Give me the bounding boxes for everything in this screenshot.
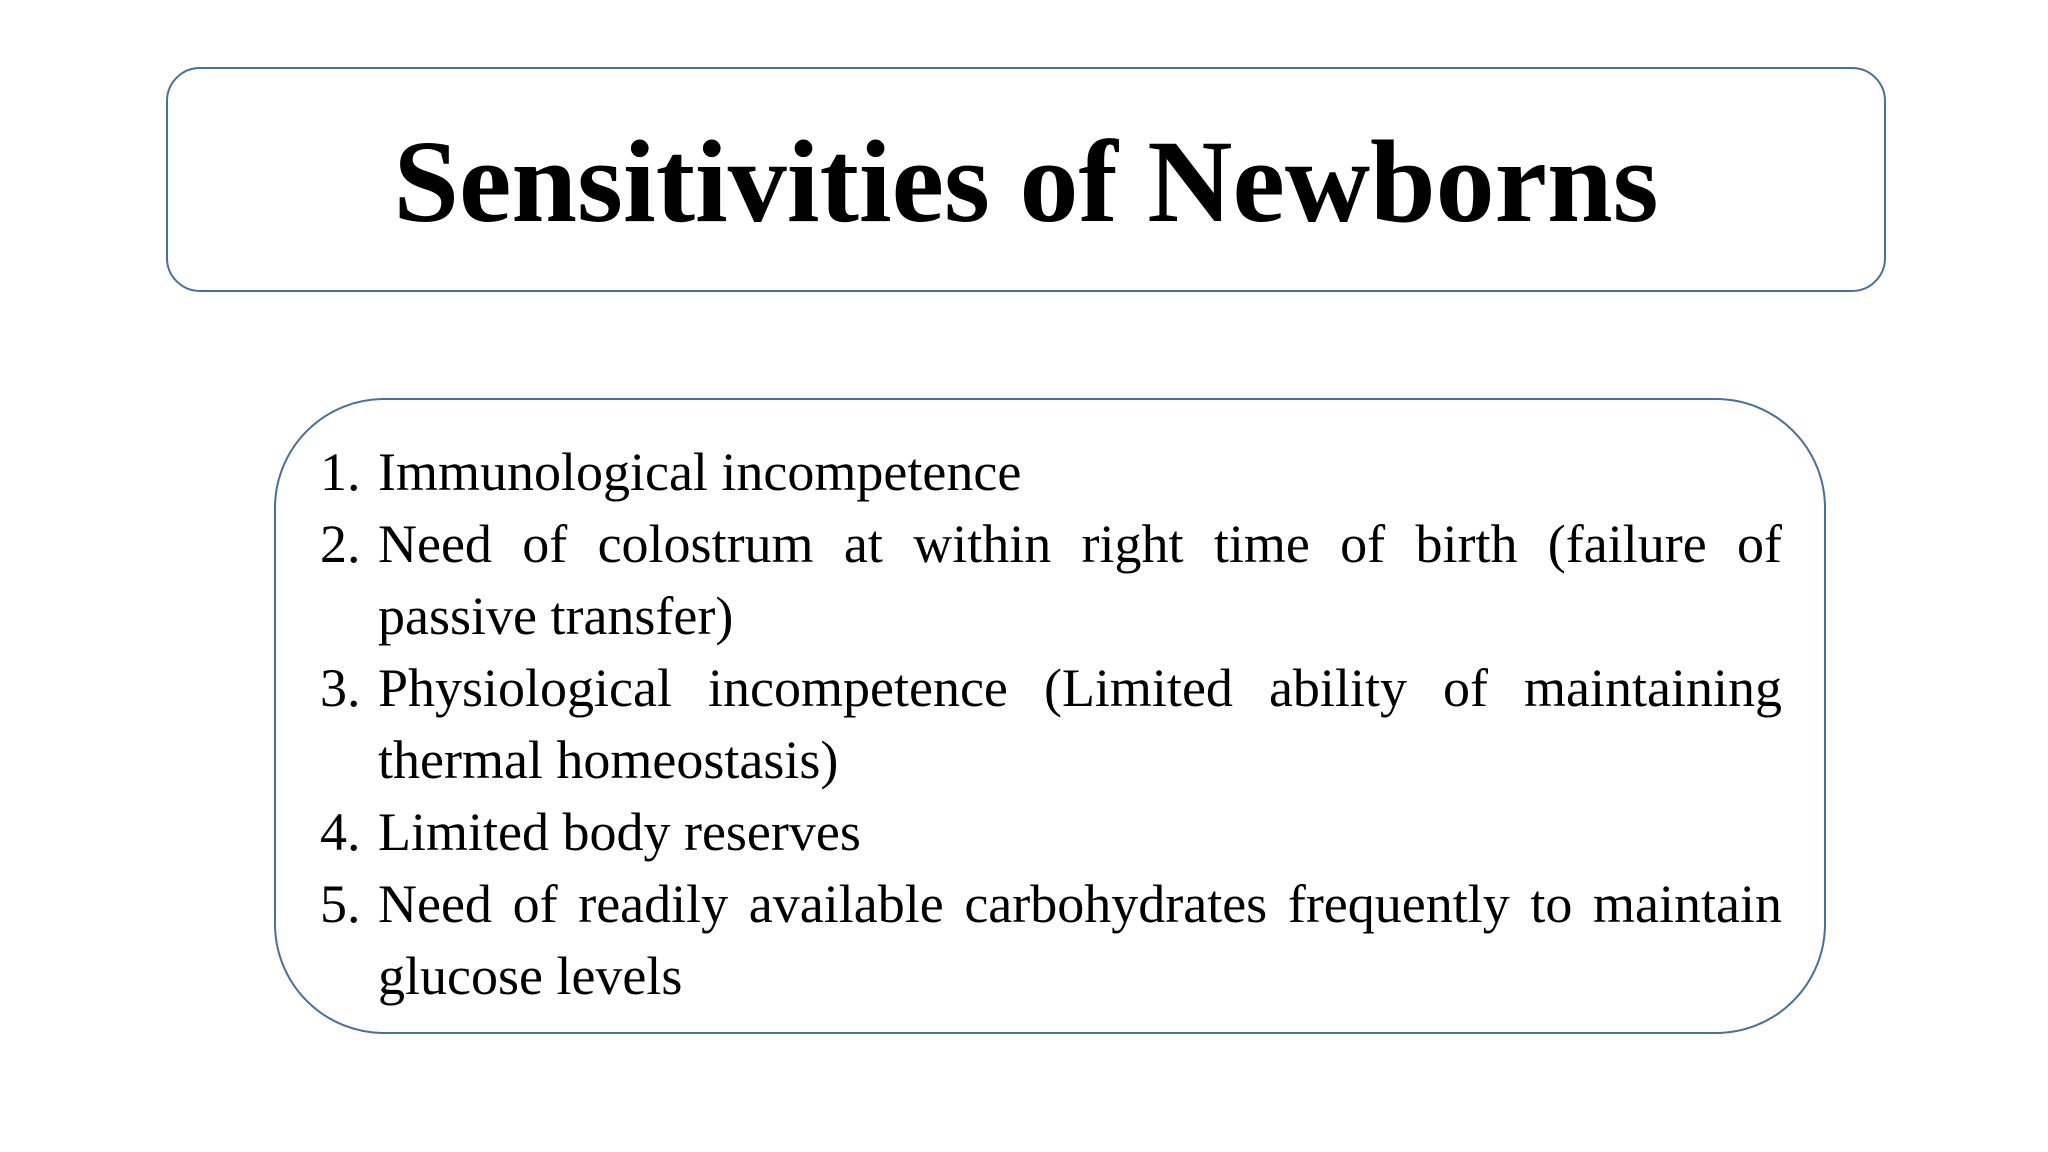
list-item bbox=[320, 868, 1782, 1012]
list-item-number: 4. bbox=[320, 802, 361, 862]
list-item-text: Physiological incompetence (Limited ability of maintaining thermal homeostasis) bbox=[378, 658, 1782, 790]
numbered-list bbox=[320, 436, 1782, 1012]
list-item-number: 2. bbox=[320, 514, 361, 574]
list-item-text: Need of readily available carbohydrates frequently to maintain glucose levels bbox=[378, 874, 1782, 1006]
list-item bbox=[320, 508, 1782, 652]
list-item-number: 1. bbox=[320, 442, 361, 502]
list-item bbox=[320, 436, 1782, 508]
slide-title: Sensitivities of Newborns bbox=[393, 115, 1659, 247]
list-item-text: Immunological incompetence bbox=[378, 442, 1022, 502]
list-item bbox=[320, 796, 1782, 868]
list-item-number: 5. bbox=[320, 874, 361, 934]
list-item-text: Need of colostrum at within right time of birth (failure of passive transfer) bbox=[378, 514, 1782, 646]
list-item bbox=[320, 652, 1782, 796]
title-box bbox=[166, 67, 1886, 292]
list-item-number: 3. bbox=[320, 658, 361, 718]
list-item-text: Limited body reserves bbox=[378, 802, 861, 862]
